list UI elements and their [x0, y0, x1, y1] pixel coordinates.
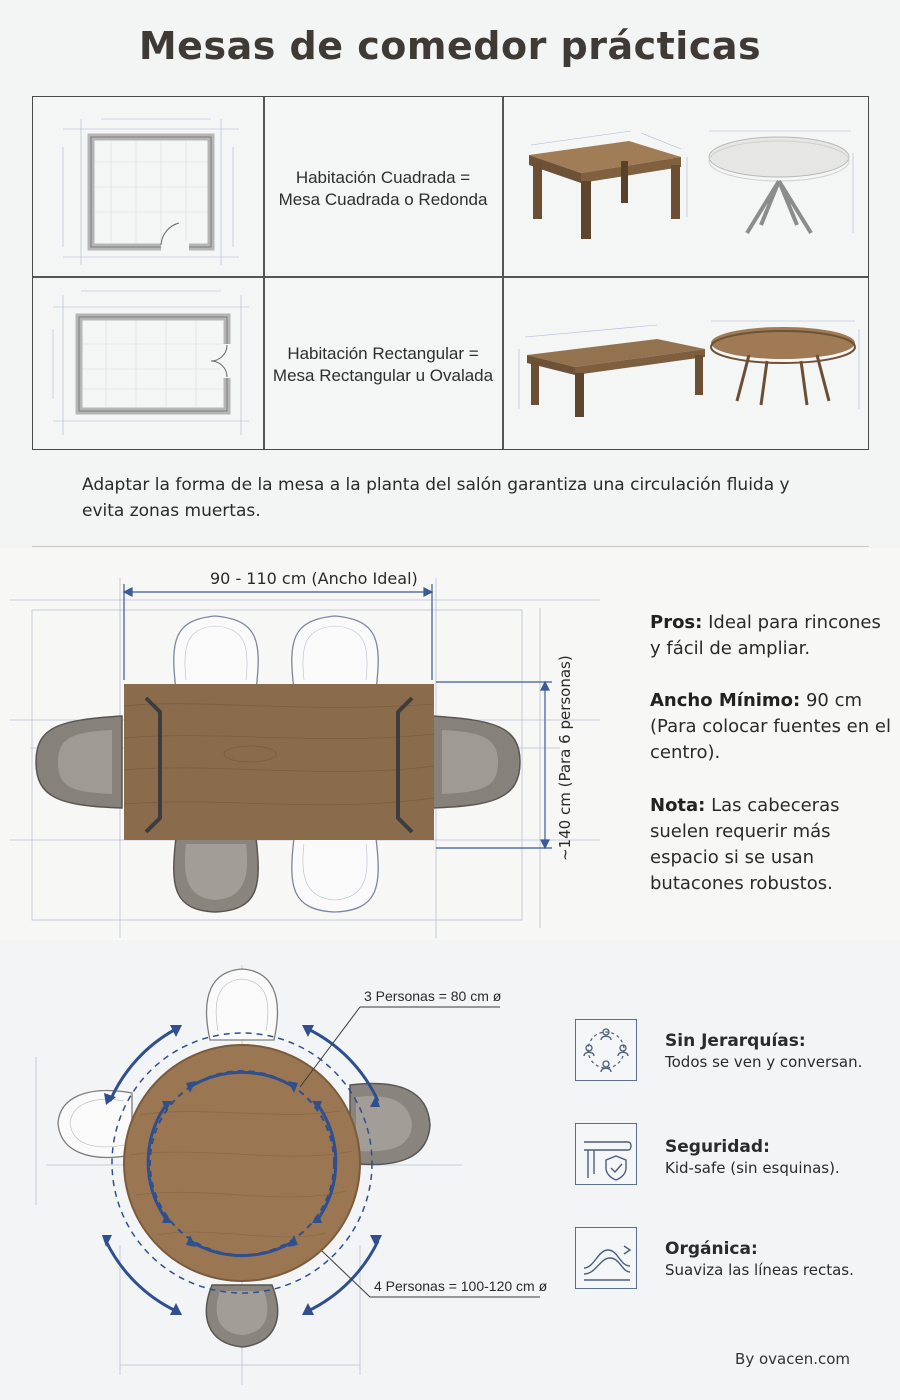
feature-safety — [665, 1137, 840, 1177]
note-pros-text: Ideal para rincones y fácil de ampliar. — [650, 612, 881, 659]
feature-organic-title: Orgánica: — [665, 1239, 758, 1259]
rect-room-text — [265, 343, 501, 387]
note-pros-title: Pros: — [650, 612, 703, 633]
page-title: Mesas de comedor prácticas — [138, 24, 762, 68]
note-min-width — [650, 688, 895, 766]
curve-lines-icon — [575, 1227, 637, 1289]
feature-organic-text: Suaviza las líneas rectas. — [665, 1261, 854, 1279]
label-4-persons: 4 Personas = 100-120 cm ø — [374, 1278, 548, 1294]
note-headboards-text: Las cabeceras suelen requerir más espacio si se usan butacones robustos. — [650, 795, 840, 894]
square-room-recommendation: Mesa Cuadrada o Redonda — [278, 190, 488, 209]
square-room-label: Habitación Cuadrada = — [295, 168, 471, 187]
oval-wood-table-image — [705, 309, 865, 419]
shield-table-icon — [575, 1123, 637, 1185]
length-dimension-label: ~140 cm (Para 6 personas) — [556, 655, 574, 861]
square-wood-table-image — [521, 127, 691, 247]
width-dimension-label: 90 - 110 cm (Ancho Ideal) — [210, 569, 418, 588]
note-min-width-title: Ancho Mínimo: — [650, 690, 801, 711]
feature-safety-title: Seguridad: — [665, 1137, 770, 1157]
adapt-caption: Adaptar la forma de la mesa a la planta del salón garantiza una circulación fluida y evita zonas muertas. — [82, 475, 790, 521]
feature-no-hierarchy-text: Todos se ven y conversan. — [665, 1053, 863, 1071]
round-table-diagram — [0, 945, 560, 1400]
rect-room-label: Habitación Rectangular = — [287, 344, 479, 363]
rectangular-table-section — [0, 548, 900, 940]
label-3-persons: 3 Personas = 80 cm ø — [364, 988, 502, 1004]
room-shape-grid — [32, 96, 869, 450]
rectangular-wood-table-image — [517, 319, 707, 419]
rectangular-room-plan — [51, 289, 251, 439]
note-headboards-title: Nota: — [650, 795, 706, 816]
feature-safety-text: Kid-safe (sin esquinas). — [665, 1159, 840, 1177]
note-headboards — [650, 793, 895, 897]
feature-organic — [665, 1239, 854, 1279]
rect-room-recommendation: Mesa Rectangular u Ovalada — [272, 366, 494, 385]
square-room-text — [265, 167, 501, 211]
feature-no-hierarchy — [665, 1031, 862, 1071]
feature-no-hierarchy-title: Sin Jerarquías: — [665, 1031, 806, 1051]
round-marble-table-image — [701, 123, 861, 249]
rectangular-table-diagram — [0, 548, 620, 940]
round-table-section — [0, 945, 900, 1400]
square-room-plan — [61, 117, 241, 267]
people-circle-icon — [575, 1019, 637, 1081]
credit-text: By ovacen.com — [735, 1350, 850, 1368]
note-min-width-text: 90 cm (Para colocar fuentes en el centro). — [650, 690, 891, 763]
note-pros — [650, 610, 895, 662]
